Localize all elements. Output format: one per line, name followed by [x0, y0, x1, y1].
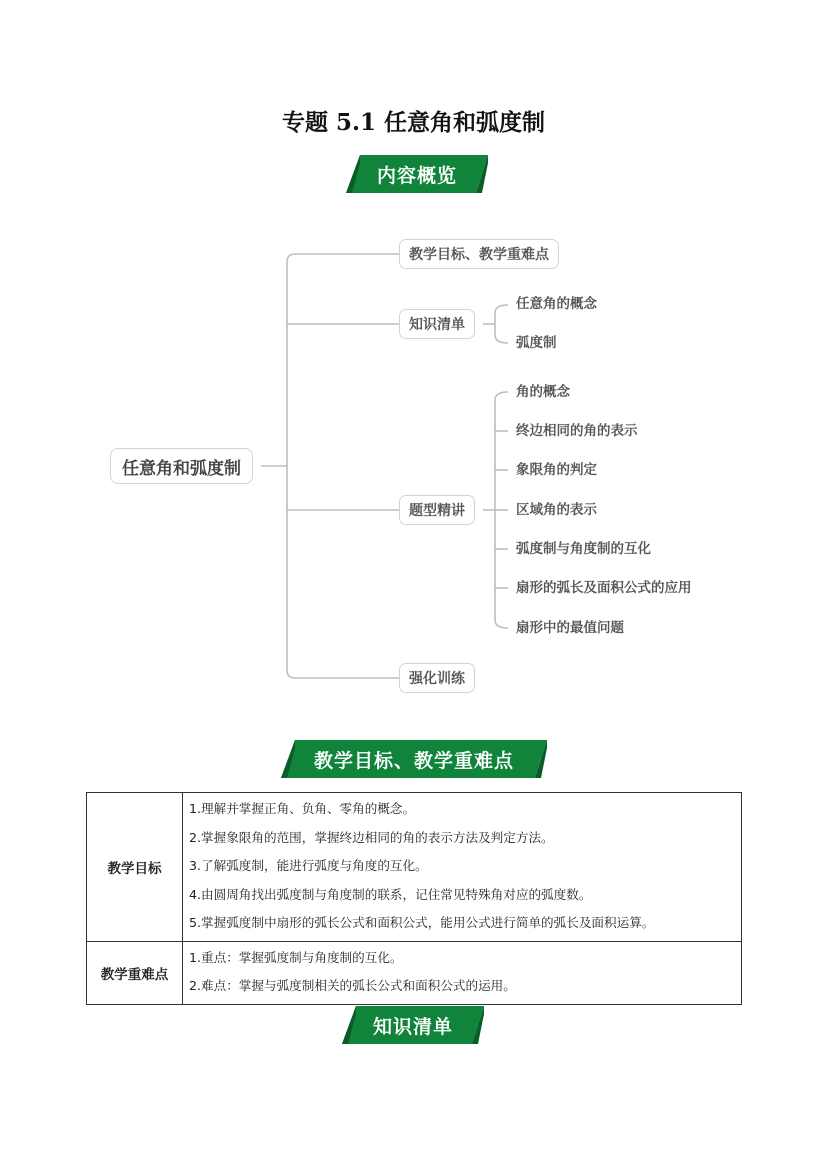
mindmap-branch-problems: 题型精讲 — [399, 495, 475, 525]
goal-line: 4.由圆周角找出弧度制与角度制的联系，记住常见特殊角对应的弧度数。 — [189, 886, 592, 902]
mindmap-leaf: 扇形中的最值问题 — [516, 620, 624, 636]
goal-line: 5.掌握弧度制中扇形的弧长公式和面积公式，能用公式进行简单的弧长及面积运算。 — [189, 915, 655, 930]
keypoint-line: 2.难点：掌握与弧度制相关的弧长公式和面积公式的运用。 — [189, 978, 516, 993]
banner-goals — [281, 740, 547, 778]
mindmap-leaf: 扇形的弧长及面积公式的应用 — [516, 580, 692, 596]
mindmap-leaf: 弧度制 — [516, 335, 557, 351]
banner-knowledge-label: 知识清单 — [372, 1015, 453, 1038]
mindmap-branch-goals: 教学目标、教学重难点 — [399, 239, 559, 269]
goals-table — [86, 792, 742, 1005]
mindmap-root: 任意角和弧度制 — [110, 448, 253, 484]
mindmap-branch-training: 强化训练 — [399, 663, 475, 693]
mindmap-leaf: 终边相同的角的表示 — [516, 423, 638, 439]
mindmap-leaf: 任意角的概念 — [516, 296, 597, 312]
banner-knowledge — [342, 1006, 484, 1044]
goal-line: 3.了解弧度制，能进行弧度与角度的互化。 — [189, 858, 428, 873]
row-label-keypoints: 教学重难点 — [87, 941, 183, 1004]
table-row — [87, 793, 742, 942]
mindmap-leaf: 区域角的表示 — [516, 502, 597, 518]
mindmap-branch-knowledge: 知识清单 — [399, 309, 475, 339]
mindmap-leaf: 象限角的判定 — [516, 462, 597, 478]
banner-goals-label: 教学目标、教学重难点 — [313, 749, 514, 772]
mindmap-leaf: 弧度制与角度制的互化 — [516, 541, 651, 557]
table-row — [87, 941, 742, 1004]
goal-line: 2.掌握象限角的范围，掌握终边相同的角的表示方法及判定方法。 — [189, 829, 554, 845]
banner-overview-label: 内容概览 — [376, 164, 457, 187]
mindmap-leaf: 角的概念 — [516, 384, 570, 400]
goal-line: 1.理解并掌握正角、负角、零角的概念。 — [189, 801, 416, 816]
row-content-goals — [183, 793, 742, 942]
row-content-keypoints — [183, 941, 742, 1004]
row-label-goals: 教学目标 — [87, 793, 183, 942]
page-title: 专题 5.1 任意角和弧度制 — [281, 109, 546, 136]
keypoint-line: 1.重点：掌握弧度制与角度制的互化。 — [189, 949, 403, 965]
